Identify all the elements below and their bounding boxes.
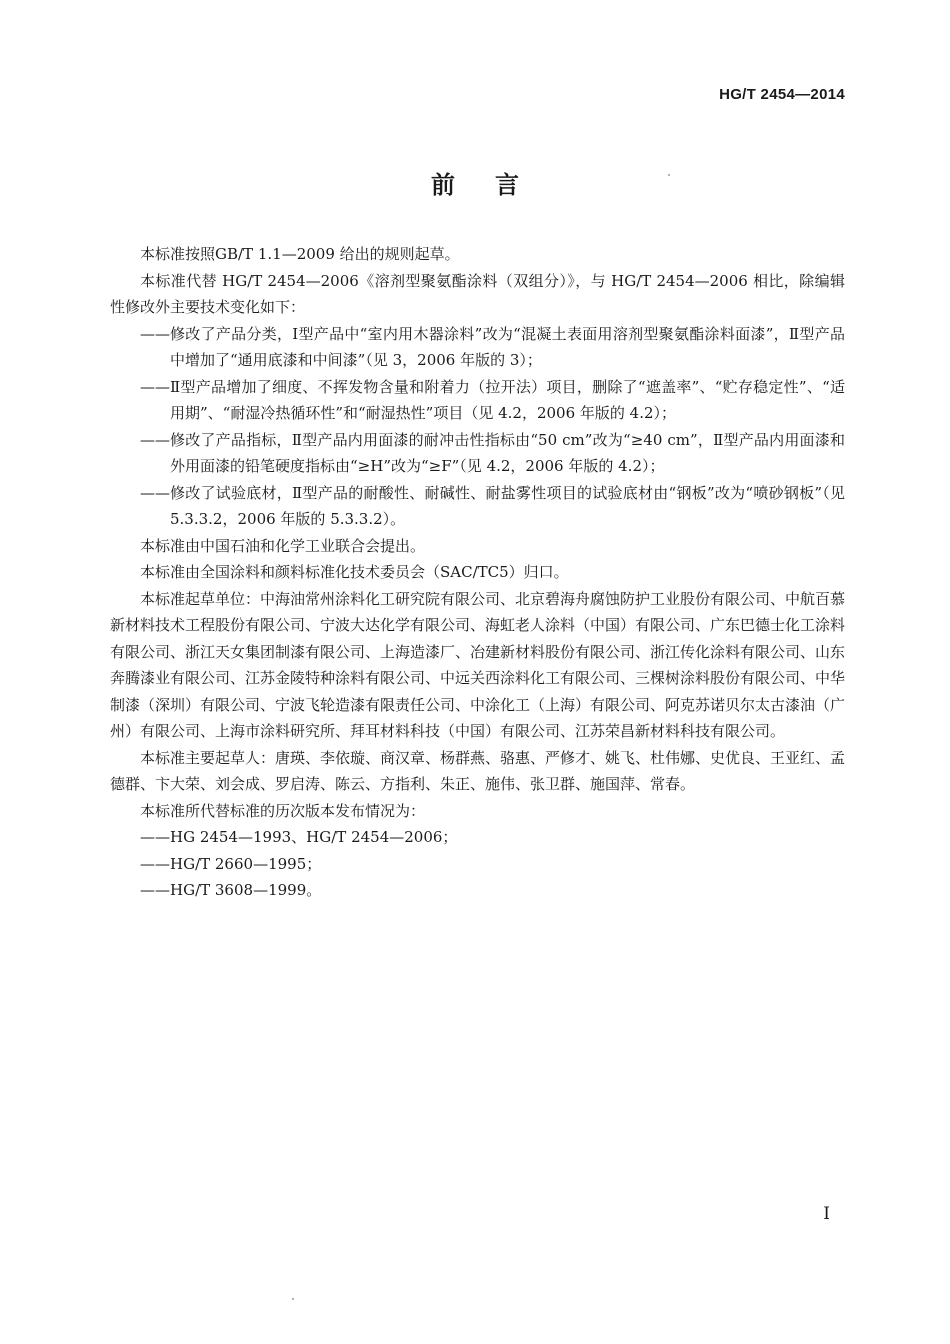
dash-mark: —— [140, 881, 170, 899]
paragraph-committee: 本标准由全国涂料和颜料标准化技术委员会（SAC/TC5）归口。 [140, 563, 569, 581]
change-item-text: 修改了试验底材，Ⅱ型产品的耐酸性、耐碱性、耐盐雾性项目的试验底材由“钢板”改为“喷砂钢板”（见 5.3.3.2，2006 年版的 5.3.3.2）。 [170, 483, 845, 528]
foreword-body [110, 241, 845, 904]
history-item [110, 824, 845, 851]
paragraph-replacement: 本标准代替 HG/T 2454—2006《溶剂型聚氨酯涂料（双组分）》，与 HG/T 2454—2006 相比，除编辑性修改外主要技术变化如下： [110, 271, 845, 316]
page-number: Ⅰ [823, 1204, 830, 1224]
scan-speck [668, 174, 670, 176]
change-item-text: 修改了产品分类，Ⅰ型产品中“室内用木器涂料”改为“混凝土表面用溶剂型聚氨酯涂料面漆”，Ⅱ型产品中增加了“通用底漆和中间漆”（见 3，2006 年版的 3）； [170, 324, 845, 369]
paragraph-drafters: 本标准主要起草人：唐瑛、李依璇、商汉章、杨群燕、骆惠、严修才、姚飞、杜伟娜、史优良、王亚红、孟德群、卞大荣、刘会成、罗启涛、陈云、方指利、朱正、施伟、张卫群、施国萍、常春。 [110, 748, 846, 793]
change-item [110, 480, 845, 533]
change-item [110, 427, 845, 480]
history-item-text: HG/T 2660—1995； [170, 854, 322, 873]
history-item [110, 877, 845, 904]
dash-mark: —— [140, 324, 170, 343]
page-title: 前言 [431, 171, 559, 199]
history-item-text: HG 2454—1993、HG/T 2454—2006； [170, 828, 458, 846]
change-item-text: 修改了产品指标，Ⅱ型产品内用面漆的耐冲击性指标由“50 cm”改为“≥40 cm”，Ⅱ型产品内用面漆和外用面漆的铅笔硬度指标由“≥H”改为“≥F”（见 4.2，2006 年版的 4.2）； [170, 430, 845, 475]
dash-mark: —— [140, 483, 170, 502]
dash-mark: —— [140, 828, 170, 846]
paragraph-proposer: 本标准由中国石油和化学工业联合会提出。 [140, 536, 426, 555]
change-item [110, 321, 845, 374]
dash-mark: —— [140, 854, 170, 873]
dash-mark: —— [140, 377, 170, 396]
standard-code: HG/T 2454—2014 [719, 86, 845, 103]
paragraph-history-intro: 本标准所代替标准的历次版本发布情况为： [140, 801, 426, 820]
paragraph-drafting-rules: 本标准按照GB/T 1.1—2009 给出的规则起草。 [140, 245, 460, 263]
history-item-text: HG/T 3608—1999。 [170, 881, 322, 899]
change-item [110, 374, 845, 427]
scan-speck [292, 1298, 294, 1300]
dash-mark: —— [140, 430, 170, 449]
change-item-text: Ⅱ型产品增加了细度、不挥发物含量和附着力（拉开法）项目，删除了“遮盖率”、“贮存稳定性”、“适用期”、“耐湿冷热循环性”和“耐湿热性”项目（见 4.2，2006 年版的 4.2）； [170, 377, 845, 422]
history-item [110, 851, 845, 878]
paragraph-drafting-units: 本标准起草单位：中海油常州涂料化工研究院有限公司、北京碧海舟腐蚀防护工业股份有限公司、中航百慕新材料技术工程股份有限公司、宁波大达化学有限公司、海虹老人涂料（中国）有限公司、广东巴德士化工涂料有限公司、浙江天女集团制漆有限公司、上海造漆厂、冶建新材料股份有限公司、浙江传化涂料有限公司、山东奔腾漆业有限公司、江苏金陵特种涂料有限公司、中远关西涂料化工有限公司、三棵树涂料股份有限公司、中华制漆（深圳）有限公司、宁波飞轮造漆有限责任公司、中涂化工（上海）有限公司、阿克苏诺贝尔太古漆油（广州）有限公司、上海市涂料研究所、拜耳材料科技（中国）有限公司、江苏荣昌新材料科技有限公司。 [110, 589, 846, 740]
